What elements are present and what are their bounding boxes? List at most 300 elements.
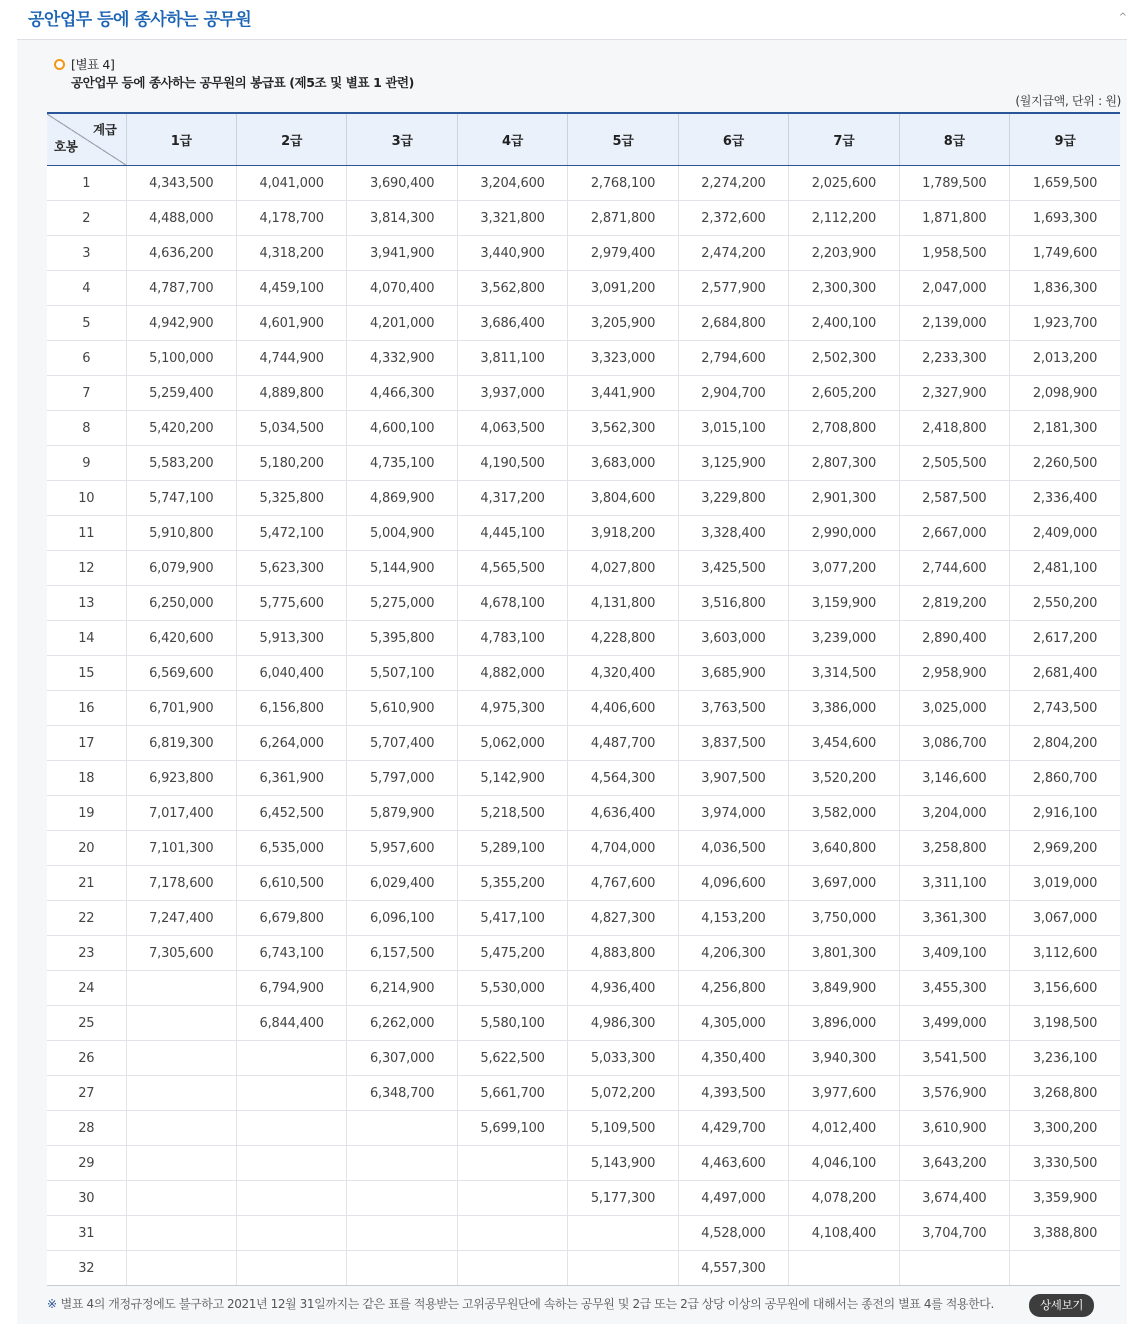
table-row (47, 481, 1120, 516)
salary-cell: 2,577,900 (678, 271, 788, 306)
salary-cell: 4,317,200 (457, 481, 567, 516)
salary-cell: 4,889,800 (236, 376, 346, 411)
salary-cell: 4,393,500 (678, 1076, 788, 1111)
salary-cell: 3,328,400 (678, 516, 788, 551)
salary-cell: 5,583,200 (126, 446, 236, 481)
salary-cell: 3,814,300 (347, 201, 457, 236)
salary-cell (126, 971, 236, 1006)
table-row (47, 411, 1120, 446)
salary-cell: 2,969,200 (1010, 831, 1120, 866)
salary-cell: 3,386,000 (789, 691, 899, 726)
grade-header-7: 7급 (789, 113, 899, 166)
salary-cell: 6,361,900 (236, 761, 346, 796)
salary-cell: 3,499,000 (899, 1006, 1009, 1041)
step-cell: 29 (47, 1146, 126, 1181)
salary-cell: 4,041,000 (236, 166, 346, 201)
step-cell: 17 (47, 726, 126, 761)
salary-cell: 4,827,300 (568, 901, 678, 936)
salary-cell: 3,323,000 (568, 341, 678, 376)
page-title: 공안업무 등에 종사하는 공무원 (28, 10, 252, 30)
salary-cell: 3,940,300 (789, 1041, 899, 1076)
salary-cell: 3,918,200 (568, 516, 678, 551)
salary-cell: 6,214,900 (347, 971, 457, 1006)
salary-cell: 4,528,000 (678, 1216, 788, 1251)
salary-cell (126, 1216, 236, 1251)
salary-cell: 3,640,800 (789, 831, 899, 866)
salary-cell: 6,679,800 (236, 901, 346, 936)
salary-cell: 4,466,300 (347, 376, 457, 411)
salary-cell: 3,156,600 (1010, 971, 1120, 1006)
salary-cell: 5,797,000 (347, 761, 457, 796)
salary-cell: 5,275,000 (347, 586, 457, 621)
salary-cell: 2,372,600 (678, 201, 788, 236)
salary-cell: 7,017,400 (126, 796, 236, 831)
salary-cell: 5,661,700 (457, 1076, 567, 1111)
salary-cell: 4,320,400 (568, 656, 678, 691)
salary-cell: 3,562,800 (457, 271, 567, 306)
salary-cell: 2,139,000 (899, 306, 1009, 341)
table-row (47, 796, 1120, 831)
salary-cell: 4,882,000 (457, 656, 567, 691)
salary-cell: 4,704,000 (568, 831, 678, 866)
salary-cell: 4,078,200 (789, 1181, 899, 1216)
salary-cell: 2,505,500 (899, 446, 1009, 481)
salary-cell: 2,768,100 (568, 166, 678, 201)
salary-cell: 3,086,700 (899, 726, 1009, 761)
salary-cell: 1,789,500 (899, 166, 1009, 201)
salary-cell: 3,015,100 (678, 411, 788, 446)
salary-cell: 2,550,200 (1010, 586, 1120, 621)
salary-cell: 6,156,800 (236, 691, 346, 726)
table-row (47, 1251, 1120, 1286)
salary-cell: 5,580,100 (457, 1006, 567, 1041)
step-cell: 26 (47, 1041, 126, 1076)
salary-cell: 6,157,500 (347, 936, 457, 971)
salary-cell: 6,844,400 (236, 1006, 346, 1041)
salary-cell: 3,311,100 (899, 866, 1009, 901)
salary-cell: 3,125,900 (678, 446, 788, 481)
content-panel (17, 39, 1127, 1324)
salary-cell: 4,565,500 (457, 551, 567, 586)
salary-cell: 2,979,400 (568, 236, 678, 271)
salary-cell (126, 1041, 236, 1076)
salary-cell (126, 1076, 236, 1111)
salary-cell: 3,516,800 (678, 586, 788, 621)
salary-cell: 6,420,600 (126, 621, 236, 656)
table-row (47, 236, 1120, 271)
salary-cell: 5,259,400 (126, 376, 236, 411)
salary-cell: 3,361,300 (899, 901, 1009, 936)
salary-cell: 5,610,900 (347, 691, 457, 726)
salary-cell: 4,190,500 (457, 446, 567, 481)
salary-cell: 6,794,900 (236, 971, 346, 1006)
table-row (47, 341, 1120, 376)
salary-cell: 2,098,900 (1010, 376, 1120, 411)
salary-cell: 6,348,700 (347, 1076, 457, 1111)
salary-cell: 3,077,200 (789, 551, 899, 586)
salary-cell: 5,034,500 (236, 411, 346, 446)
footnote-text: 별표 4의 개정규정에도 불구하고 2021년 12월 31일까지는 같은 표를 적용받는 고위공무원단에 속하는 공무원 및 2급 또는 2급 상당 이상의 공무원에 대해서는 종전의 별표 4를 적용한다. (60, 1297, 994, 1311)
salary-cell: 1,749,600 (1010, 236, 1120, 271)
salary-cell: 2,958,900 (899, 656, 1009, 691)
salary-cell: 2,587,500 (899, 481, 1009, 516)
salary-cell: 3,941,900 (347, 236, 457, 271)
salary-cell: 3,236,100 (1010, 1041, 1120, 1076)
salary-cell: 5,109,500 (568, 1111, 678, 1146)
salary-cell: 5,100,000 (126, 341, 236, 376)
step-cell: 4 (47, 271, 126, 306)
salary-cell: 6,701,900 (126, 691, 236, 726)
salary-cell: 2,409,000 (1010, 516, 1120, 551)
salary-cell: 5,957,600 (347, 831, 457, 866)
step-cell: 2 (47, 201, 126, 236)
salary-cell: 2,617,200 (1010, 621, 1120, 656)
salary-cell: 5,699,100 (457, 1111, 567, 1146)
salary-cell: 4,463,600 (678, 1146, 788, 1181)
salary-cell: 7,247,400 (126, 901, 236, 936)
salary-cell: 2,990,000 (789, 516, 899, 551)
salary-cell: 3,159,900 (789, 586, 899, 621)
salary-cell: 4,942,900 (126, 306, 236, 341)
salary-cell: 4,445,100 (457, 516, 567, 551)
table-row (47, 761, 1120, 796)
salary-cell: 3,896,000 (789, 1006, 899, 1041)
annex-heading (54, 56, 414, 92)
salary-cell: 3,440,900 (457, 236, 567, 271)
table-row (47, 901, 1120, 936)
salary-cell (126, 1181, 236, 1216)
salary-cell: 4,636,400 (568, 796, 678, 831)
salary-cell: 6,569,600 (126, 656, 236, 691)
salary-cell: 2,400,100 (789, 306, 899, 341)
salary-cell: 2,502,300 (789, 341, 899, 376)
salary-cell (568, 1216, 678, 1251)
salary-cell: 3,330,500 (1010, 1146, 1120, 1181)
salary-cell: 3,300,200 (1010, 1111, 1120, 1146)
table-row (47, 1181, 1120, 1216)
salary-cell: 4,488,000 (126, 201, 236, 236)
grade-header-1: 1급 (126, 113, 236, 166)
salary-cell: 3,019,000 (1010, 866, 1120, 901)
salary-cell: 4,206,300 (678, 936, 788, 971)
salary-cell: 4,256,800 (678, 971, 788, 1006)
step-cell: 5 (47, 306, 126, 341)
salary-cell: 4,744,900 (236, 341, 346, 376)
salary-cell: 3,454,600 (789, 726, 899, 761)
table-row (47, 971, 1120, 1006)
salary-cell: 6,610,500 (236, 866, 346, 901)
salary-cell: 1,958,500 (899, 236, 1009, 271)
table-row (47, 271, 1120, 306)
salary-cell (347, 1181, 457, 1216)
table-row (47, 1076, 1120, 1111)
salary-cell: 4,429,700 (678, 1111, 788, 1146)
salary-cell: 5,417,100 (457, 901, 567, 936)
salary-cell: 3,205,900 (568, 306, 678, 341)
table-row (47, 691, 1120, 726)
scroll-top-icon[interactable]: ^ (1118, 12, 1127, 23)
salary-cell (236, 1181, 346, 1216)
salary-cell: 2,743,500 (1010, 691, 1120, 726)
salary-cell: 1,693,300 (1010, 201, 1120, 236)
salary-cell: 4,936,400 (568, 971, 678, 1006)
salary-cell: 3,204,600 (457, 166, 567, 201)
salary-cell (126, 1006, 236, 1041)
salary-cell: 3,849,900 (789, 971, 899, 1006)
salary-cell: 4,787,700 (126, 271, 236, 306)
salary-cell: 3,690,400 (347, 166, 457, 201)
salary-cell (347, 1251, 457, 1286)
footnote (47, 1295, 994, 1312)
salary-cell: 3,811,100 (457, 341, 567, 376)
salary-cell: 2,916,100 (1010, 796, 1120, 831)
salary-cell: 5,472,100 (236, 516, 346, 551)
salary-cell: 4,332,900 (347, 341, 457, 376)
salary-cell: 5,395,800 (347, 621, 457, 656)
salary-cell: 2,260,500 (1010, 446, 1120, 481)
salary-cell: 3,750,000 (789, 901, 899, 936)
salary-cell: 3,582,000 (789, 796, 899, 831)
step-cell: 12 (47, 551, 126, 586)
step-cell: 24 (47, 971, 126, 1006)
step-cell: 16 (47, 691, 126, 726)
salary-cell: 4,497,000 (678, 1181, 788, 1216)
table-row (47, 866, 1120, 901)
salary-cell: 5,325,800 (236, 481, 346, 516)
table-row (47, 376, 1120, 411)
salary-cell: 3,425,500 (678, 551, 788, 586)
salary-cell: 4,027,800 (568, 551, 678, 586)
step-cell: 32 (47, 1251, 126, 1286)
salary-cell: 3,697,000 (789, 866, 899, 901)
salary-cell: 5,033,300 (568, 1041, 678, 1076)
corner-header-rank: 계급 (92, 122, 117, 137)
table-row (47, 551, 1120, 586)
salary-table-wrapper (47, 112, 1120, 1286)
table-row (47, 201, 1120, 236)
salary-cell (347, 1111, 457, 1146)
salary-cell: 3,562,300 (568, 411, 678, 446)
salary-cell: 4,012,400 (789, 1111, 899, 1146)
salary-cell: 2,327,900 (899, 376, 1009, 411)
salary-cell: 2,181,300 (1010, 411, 1120, 446)
grade-header-2: 2급 (236, 113, 346, 166)
salary-cell: 5,623,300 (236, 551, 346, 586)
salary-cell: 3,541,500 (899, 1041, 1009, 1076)
salary-cell: 2,233,300 (899, 341, 1009, 376)
annex-label: [별표 4] (71, 57, 115, 72)
salary-cell: 6,819,300 (126, 726, 236, 761)
salary-cell: 2,667,000 (899, 516, 1009, 551)
salary-cell: 1,836,300 (1010, 271, 1120, 306)
salary-cell: 6,535,000 (236, 831, 346, 866)
salary-cell: 5,289,100 (457, 831, 567, 866)
step-cell: 14 (47, 621, 126, 656)
salary-cell: 5,879,900 (347, 796, 457, 831)
salary-cell: 5,420,200 (126, 411, 236, 446)
step-cell: 20 (47, 831, 126, 866)
salary-cell (126, 1111, 236, 1146)
salary-cell: 3,683,000 (568, 446, 678, 481)
salary-cell: 2,047,000 (899, 271, 1009, 306)
step-cell: 11 (47, 516, 126, 551)
salary-cell: 4,070,400 (347, 271, 457, 306)
salary-cell: 5,775,600 (236, 586, 346, 621)
salary-cell: 4,601,900 (236, 306, 346, 341)
salary-cell: 2,300,300 (789, 271, 899, 306)
salary-cell: 3,025,000 (899, 691, 1009, 726)
salary-cell: 7,305,600 (126, 936, 236, 971)
salary-cell: 5,004,900 (347, 516, 457, 551)
corner-header-cell (47, 113, 126, 166)
salary-cell: 5,747,100 (126, 481, 236, 516)
corner-header-step: 호봉 (54, 139, 78, 154)
salary-cell: 5,622,500 (457, 1041, 567, 1076)
table-row (47, 1006, 1120, 1041)
table-row (47, 306, 1120, 341)
salary-cell: 2,605,200 (789, 376, 899, 411)
salary-cell: 3,388,800 (1010, 1216, 1120, 1251)
step-cell: 28 (47, 1111, 126, 1146)
salary-cell: 5,707,400 (347, 726, 457, 761)
salary-cell: 4,406,600 (568, 691, 678, 726)
salary-cell: 5,218,500 (457, 796, 567, 831)
table-body (47, 166, 1120, 1286)
salary-cell: 5,475,200 (457, 936, 567, 971)
salary-cell: 2,474,200 (678, 236, 788, 271)
table-row (47, 726, 1120, 761)
salary-cell (347, 1146, 457, 1181)
salary-cell: 4,459,100 (236, 271, 346, 306)
salary-cell (126, 1251, 236, 1286)
salary-cell: 3,686,400 (457, 306, 567, 341)
salary-cell (236, 1111, 346, 1146)
salary-cell: 4,350,400 (678, 1041, 788, 1076)
salary-cell (457, 1181, 567, 1216)
salary-cell: 5,144,900 (347, 551, 457, 586)
salary-cell: 1,659,500 (1010, 166, 1120, 201)
salary-cell: 6,250,000 (126, 586, 236, 621)
step-cell: 8 (47, 411, 126, 446)
salary-cell: 3,091,200 (568, 271, 678, 306)
detail-button[interactable]: 상세보기 (1029, 1294, 1094, 1317)
salary-cell: 3,359,900 (1010, 1181, 1120, 1216)
salary-table (47, 112, 1120, 1286)
salary-cell: 3,763,500 (678, 691, 788, 726)
salary-cell: 2,681,400 (1010, 656, 1120, 691)
salary-cell: 2,336,400 (1010, 481, 1120, 516)
salary-cell: 4,735,100 (347, 446, 457, 481)
table-header-row (47, 113, 1120, 166)
table-row (47, 516, 1120, 551)
salary-cell: 4,869,900 (347, 481, 457, 516)
salary-cell: 6,307,000 (347, 1041, 457, 1076)
salary-cell: 3,441,900 (568, 376, 678, 411)
step-cell: 21 (47, 866, 126, 901)
table-row (47, 936, 1120, 971)
grade-header-8: 8급 (899, 113, 1009, 166)
table-row (47, 1111, 1120, 1146)
salary-cell: 3,907,500 (678, 761, 788, 796)
salary-cell: 7,101,300 (126, 831, 236, 866)
salary-cell: 2,807,300 (789, 446, 899, 481)
salary-cell: 2,013,200 (1010, 341, 1120, 376)
table-row (47, 166, 1120, 201)
salary-cell: 2,890,400 (899, 621, 1009, 656)
salary-cell: 2,871,800 (568, 201, 678, 236)
salary-cell: 2,684,800 (678, 306, 788, 341)
salary-cell: 4,636,200 (126, 236, 236, 271)
salary-cell: 4,318,200 (236, 236, 346, 271)
step-cell: 18 (47, 761, 126, 796)
step-cell: 19 (47, 796, 126, 831)
salary-cell: 3,801,300 (789, 936, 899, 971)
salary-cell (568, 1251, 678, 1286)
salary-cell (236, 1076, 346, 1111)
salary-cell: 4,767,600 (568, 866, 678, 901)
salary-cell: 5,913,300 (236, 621, 346, 656)
salary-cell: 2,708,800 (789, 411, 899, 446)
salary-cell: 3,977,600 (789, 1076, 899, 1111)
salary-cell: 2,203,900 (789, 236, 899, 271)
salary-cell: 6,040,400 (236, 656, 346, 691)
table-row (47, 1146, 1120, 1181)
footnote-mark: ※ (47, 1297, 57, 1311)
salary-cell: 6,096,100 (347, 901, 457, 936)
step-cell: 13 (47, 586, 126, 621)
salary-cell: 4,046,100 (789, 1146, 899, 1181)
salary-cell: 4,036,500 (678, 831, 788, 866)
salary-cell (899, 1251, 1009, 1286)
salary-cell: 3,198,500 (1010, 1006, 1120, 1041)
salary-cell: 2,819,200 (899, 586, 1009, 621)
salary-cell: 2,744,600 (899, 551, 1009, 586)
salary-cell (126, 1146, 236, 1181)
salary-cell: 7,178,600 (126, 866, 236, 901)
step-cell: 10 (47, 481, 126, 516)
salary-cell: 2,860,700 (1010, 761, 1120, 796)
salary-cell: 4,131,800 (568, 586, 678, 621)
step-cell: 6 (47, 341, 126, 376)
salary-cell: 3,685,900 (678, 656, 788, 691)
salary-cell: 4,600,100 (347, 411, 457, 446)
salary-cell: 2,794,600 (678, 341, 788, 376)
salary-cell: 3,204,000 (899, 796, 1009, 831)
salary-cell: 3,610,900 (899, 1111, 1009, 1146)
salary-cell: 3,643,200 (899, 1146, 1009, 1181)
step-cell: 31 (47, 1216, 126, 1251)
salary-cell: 4,343,500 (126, 166, 236, 201)
salary-cell: 6,923,800 (126, 761, 236, 796)
salary-cell: 3,974,000 (678, 796, 788, 831)
salary-cell: 4,564,300 (568, 761, 678, 796)
salary-cell (1010, 1251, 1120, 1286)
salary-cell: 4,178,700 (236, 201, 346, 236)
salary-cell: 3,229,800 (678, 481, 788, 516)
step-cell: 27 (47, 1076, 126, 1111)
salary-cell: 2,418,800 (899, 411, 1009, 446)
salary-cell: 3,674,400 (899, 1181, 1009, 1216)
salary-cell: 5,355,200 (457, 866, 567, 901)
table-row (47, 1041, 1120, 1076)
salary-cell: 4,678,100 (457, 586, 567, 621)
step-cell: 30 (47, 1181, 126, 1216)
step-cell: 23 (47, 936, 126, 971)
salary-cell: 3,937,000 (457, 376, 567, 411)
table-row (47, 586, 1120, 621)
salary-cell: 5,072,200 (568, 1076, 678, 1111)
step-cell: 1 (47, 166, 126, 201)
